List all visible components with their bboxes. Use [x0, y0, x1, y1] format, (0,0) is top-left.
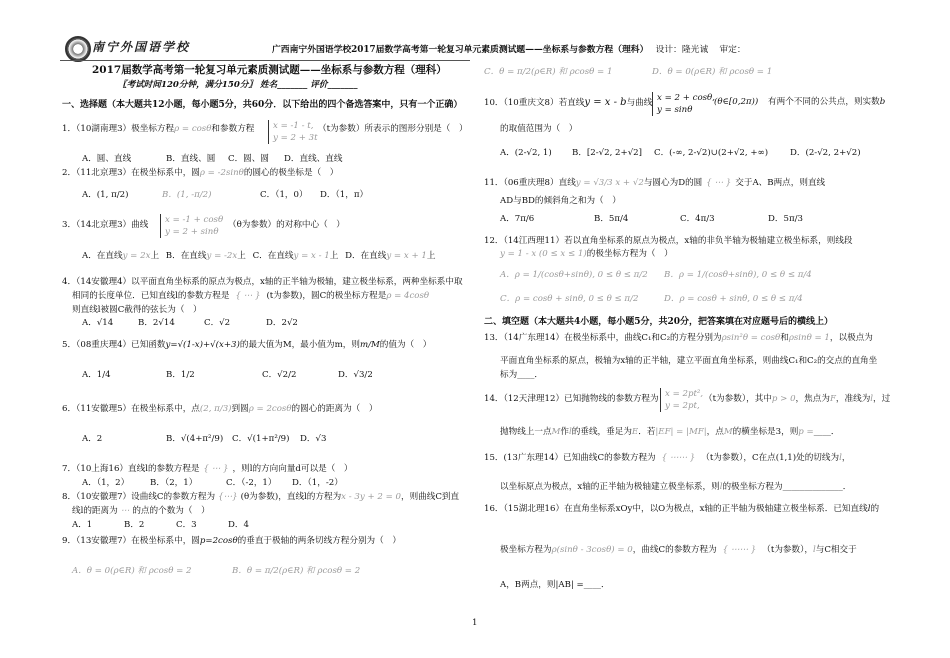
q1-stem-end: （t为参数）所表示的图形分别是（ ） [318, 124, 468, 134]
q15-line1: 15．(13广东理14）已知曲线C的参数方程为 { ⋯⋯ } （t为参数），C在点(1,1)处的切线为l， [484, 453, 851, 463]
header-designer: 设计：隆光诚 [655, 45, 709, 55]
doc-title: 2017届数学高考第一轮复习单元素质测试题——坐标系与参数方程（理科） [92, 64, 447, 76]
q3-options: A．在直线y = 2x上 B．在直线y = -2x上 C．在直线y = x - 1上 D．在直线y = x + 1上 [82, 251, 436, 261]
q9-option-d: D．θ = 0(ρ∈R) 和 ρcosθ = 1 [652, 67, 773, 77]
q12-line2: y = 1 - x (0 ≤ x ≤ 1)的极坐标方程为（ ） [500, 249, 673, 259]
exam-info: 〖考试时间120分钟，满分150分〗 姓名_______ 评价_______ [118, 80, 358, 90]
q3-param-system: x = -1 + cosθ y = 2 + sinθ [160, 214, 223, 238]
q5-option-b: B．1/2 [166, 370, 195, 380]
q6-option-d: D．√3 [300, 434, 327, 444]
q1-option-d: D．直线、直线 [284, 154, 343, 164]
q14-line1b: （t为参数），其中p > 0，焦点为F，准线为l，过 [704, 394, 891, 404]
q2-option-b: B．(1, -π/2) [162, 190, 212, 200]
q6-option-b: B．√(4+π²/9) [166, 434, 224, 444]
q10-stem: 10．（10重庆文8）若直线y = x - b与曲线 [484, 97, 653, 108]
q10-stem-end: 有两个不同的公共点，则实数b [768, 97, 886, 107]
q10-range: (θ∈[0,2π)) [714, 97, 759, 107]
q3-stem-end: （θ为参数）的对称中心（ ） [228, 220, 345, 230]
q8-option-d: D．4 [228, 520, 249, 530]
q16-line3: A，B两点，则|AB| =____． [500, 580, 610, 590]
q15-line2: 以坐标原点为极点，x轴的正半轴为极轴建立极坐标系，则l的极坐标方程为______________． [500, 482, 852, 492]
q4-line1: 4．（14安徽理4）以平面直角坐标系的原点为极点，x轴的正半轴为极轴，建立极坐标系，两种坐标系中取 [62, 277, 463, 287]
q2-option-c: C．（1，0） [260, 190, 308, 200]
q12-line1: 12．（14江西理11）若以直角坐标系的原点为极点，x轴的非负半轴为极轴建立极坐标系，则线段 [484, 236, 853, 246]
q1-option-a: A．圆、直线 [82, 154, 132, 164]
q16-line1: 16．（15湖北理16）在直角坐标系xOy中，以O为极点，x轴的正半轴为极轴建立极坐标系．已知直线l的 [484, 504, 880, 514]
q7-option-b: B．（2，1） [150, 478, 198, 488]
q6-stem: 6．（11安徽理5）在极坐标系中，点(2, π/3)到圆ρ = 2cosθ的圆心的距离为（ ） [62, 404, 378, 414]
q9-option-b: B．θ = π/2(ρ∈R) 和 ρcosθ = 2 [232, 566, 361, 576]
header-rule [60, 60, 470, 61]
q14-param-system: x = 2pt², y = 2pt, [660, 388, 703, 412]
header-title [272, 42, 746, 55]
q13-line1: 13．（14广东理14）在极坐标系中，曲线C₁和C₂的方程分别为ρsin²θ = cosθ和ρsinθ = 1，以极点为 [484, 333, 873, 343]
q8-option-c: C．3 [176, 520, 197, 530]
q2-option-d: D．（1，π） [320, 190, 369, 200]
q14-line2: 抛物线上一点M作l的垂线，垂足为E．若|EF| = |MF|，点M的横坐标是3，则p =____． [500, 427, 840, 437]
q16-line2: 极坐标方程为ρ(sinθ - 3cosθ) = 0，曲线C的参数方程为 { ⋯⋯ } （t为参数），l与C相交于 [500, 545, 857, 555]
q5-option-c: C．√2/2 [262, 370, 297, 380]
q4-line3: 则直线l被圆C截得的弦长为（ ） [72, 305, 202, 315]
q10-option-a: A．(2-√2, 1) [500, 148, 552, 158]
q8-line2: 线l的距离为 ⋯ 的点的个数为（ ） [72, 506, 210, 516]
q12-option-c: C．ρ = cosθ + sinθ, 0 ≤ θ ≤ π/2 [500, 294, 639, 304]
q10-option-c: C．(-∞, 2-√2)∪(2+√2, +∞) [654, 148, 769, 158]
q11-option-a: A．7π/6 [500, 214, 535, 224]
q4-option-d: D．2√2 [266, 318, 298, 328]
q4-option-b: B．2√14 [138, 318, 175, 328]
q9-option-a: A．θ = 0(ρ∈R) 和 ρcosθ = 2 [72, 566, 192, 576]
q3-stem: 3．（14北京理3）曲线 [62, 220, 149, 230]
q11-stem: 11．（06重庆理8）直线y = √3/3 x + √2与圆心为D的圆 { ⋯ } 交于A、B两点，则直线 [484, 178, 826, 188]
q11-option-d: D．5π/3 [768, 214, 803, 224]
q6-option-c: C．√(1+π²/9) [232, 434, 290, 444]
q9-option-c: C．θ = π/2(ρ∈R) 和 ρcosθ = 1 [484, 67, 613, 77]
q8-option-a: A．1 [72, 520, 93, 530]
q13-line3: 标为____． [500, 370, 543, 380]
section2-heading: 二、填空题（本大题共4小题，每小题5分，共20分，把答案填在对应题号后的横线上） [484, 317, 834, 327]
header-reviewer: 审定： [719, 45, 746, 55]
q8-option-b: B．2 [124, 520, 145, 530]
q5-option-d: D．√3/2 [338, 370, 373, 380]
q7-option-d: D．（1，-2） [292, 478, 343, 488]
q10-option-d: D．(2-√2, 2+√2) [790, 148, 861, 158]
q7-option-c: C．（-2，1） [226, 478, 277, 488]
header-title-text: 广西南宁外国语学校2017届数学高考第一轮复习单元素质测试题——坐标系与参数方程（理科） [272, 45, 649, 55]
q1-stem: 1．（10湖南理3）极坐标方程ρ = cosθ和参数方程 [62, 124, 255, 134]
q6-option-a: A．2 [82, 434, 103, 444]
q5-option-a: A．1/4 [82, 370, 111, 380]
q1-param-system: x = -1 - t, y = 2 + 3t [268, 120, 318, 144]
q12-option-d: D．ρ = cosθ + sinθ, 0 ≤ θ ≤ π/4 [664, 294, 803, 304]
q5-stem: 5．（08重庆理4）已知函数y=√(1-x)+√(x+3)的最大值为M，最小值为m，则m/M的值为（ ） [62, 340, 432, 350]
q12-option-a: A．ρ = 1/(cosθ+sinθ), 0 ≤ θ ≤ π/2 [500, 270, 648, 280]
q2-stem: 2．（11北京理3）在极坐标系中，圆ρ = -2sinθ的圆心的极坐标是（ ） [62, 168, 339, 178]
q8-line1: 8．（10安徽理7）设曲线C的参数方程为 {⋯} (θ为参数)，直线l的方程为x - 3y + 2 = 0，则曲线C到直 [62, 492, 460, 502]
q14-line1a: 14．（12天津理12）已知抛物线的参数方程为 [484, 394, 659, 404]
q1-option-c: C．圆、圆 [228, 154, 269, 164]
q11-line2: AD与BD的倾斜角之和为（ ） [500, 196, 621, 206]
q7-option-a: A．（1，2） [82, 478, 130, 488]
q2-option-a: A．(1, π/2) [82, 190, 129, 200]
q4-line2: 相同的长度单位．已知直线l的参数方程是 { ⋯ } (t为参数)，圆C的极坐标方程是ρ = 4cosθ [72, 291, 430, 301]
q4-option-a: A．√14 [82, 318, 114, 328]
q12-option-b: B．ρ = 1/(cosθ+sinθ), 0 ≤ θ ≤ π/4 [664, 270, 812, 280]
q4-option-c: C．√2 [204, 318, 231, 328]
page-number: 1 [472, 618, 478, 628]
q10-line2: 的取值范围为（ ） [500, 124, 578, 134]
q10-option-b: B．[2-√2, 2+√2] [572, 148, 643, 158]
q10-param-system: x = 2 + cosθ, y = sinθ [652, 92, 715, 116]
school-logo-text: 南宁外国语学校 [92, 40, 191, 54]
q7-stem: 7．（10上海16）直线l的参数方程是 { ⋯ } ，则l的方向向量d可以是（ ） [62, 464, 353, 474]
q13-line2: 平面直角坐标系的原点，极轴为x轴的正半轴，建立平面直角坐标系，则曲线C₁和C₂的交点的直角坐 [500, 356, 878, 366]
q1-option-b: B．直线、圆 [166, 154, 216, 164]
q9-stem: 9．（13安徽理7）在极坐标系中，圆p=2cosθ的垂直于极轴的两条切线方程分别为（ ） [62, 536, 401, 546]
section1-heading: 一、选择题（本大题共12小题，每小题5分，共60分．以下给出的四个备选答案中，只有一个正确） [62, 100, 463, 110]
q11-option-b: B．5π/4 [594, 214, 629, 224]
school-seal-icon [65, 36, 91, 62]
q11-option-c: C．4π/3 [680, 214, 715, 224]
